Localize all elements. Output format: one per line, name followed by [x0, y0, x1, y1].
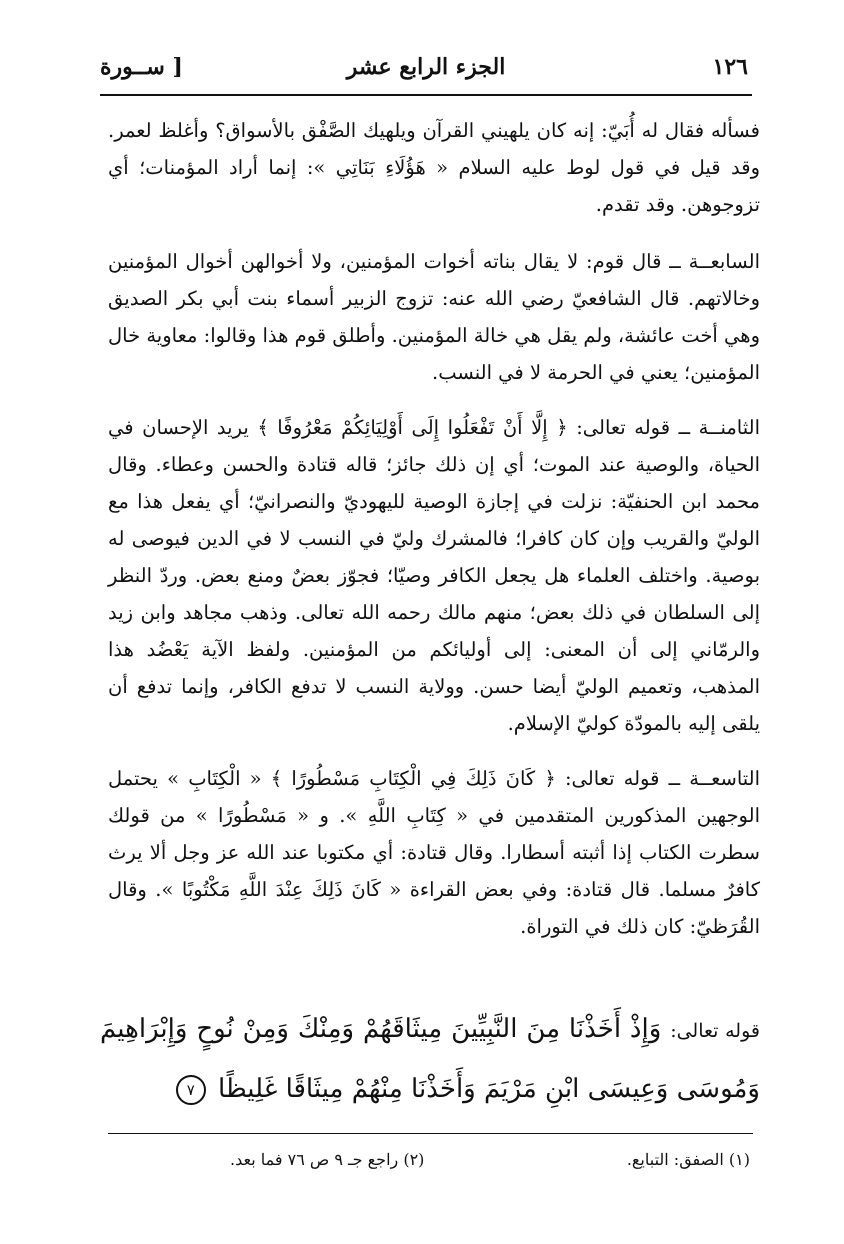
running-header — [100, 48, 752, 88]
surah-label: [ ســورة — [100, 54, 183, 80]
verse-number-marker: ٧ — [176, 1075, 206, 1105]
footnote-1: (١) الصفق: التبايع. — [626, 1150, 750, 1169]
verse-text: وَإِذْ أَخَذْنَا مِنَ النَّبِيِّينَ مِيثَاقَهُمْ وَمِنْكَ وَمِنْ نُوحٍ وَإِبْرَاهِيمَ وَمُوسَى وَعِيسَى ابْنِ مَرْيَمَ وَأَخَذْنَا مِنْهُمْ مِيثَاقًا غَلِيظًا — [100, 1014, 760, 1104]
footnote-2: (٢) راجع جـ ٩ ص ٧٦ فما بعد. — [230, 1150, 425, 1169]
paragraph-eighth: الثامنــة ــ قوله تعالى: ﴿ إِلَّا أَنْ تَفْعَلُوا إِلَى أَوْلِيَائِكُمْ مَعْرُوفًا ﴾ يريد الإحسان في الحياة، والوصية عند الموت؛ أي إن ذلك جائز؛ قاله قتادة والحسن وعطاء. وقال محمد ابن الحنفيّة: نزلت في إجازة الوصية لليهوديّ والنصرانيّ؛ أي يفعل هذا مع الوليّ والقريب وإن كان كافرا؛ فالمشرك وليّ في النسب لا في الدين فيوصى له بوصية. واختلف العلماء هل يجعل الكافر وصيّا؛ فجوّز بعضٌ ومنع بعض. وردّ النظر إلى السلطان في ذلك بعض؛ منهم مالك رحمه الله تعالى. وذهب مجاهد وابن زيد والرمّاني إلى أن المعنى: إلى أوليائكم من المؤمنين. ولفظ الآية يَعْضُد هذا المذهب، وتعميم الوليّ أيضا حسن. وولاية النسب لا تدفع الكافر، وإنما تدفع أن يلقى إليه بالمودّة كوليّ الإسلام. — [108, 416, 760, 735]
quran-verse — [100, 1000, 760, 1118]
commentary-body — [108, 112, 760, 963]
footnote-rule — [108, 1133, 753, 1134]
paragraph-continuation: فسأله فقال له أُبَيّ: إنه كان يلهيني القرآن ويلهيك الصَّفْق بالأسواق؟ وأغلظ لعمر. وقد قيل في قول لوط عليه السلام « هَؤُلَاءِ بَنَاتِي »: إنما أراد المؤمنات؛ أي تزوجوهن. وقد تقدم. — [108, 119, 760, 216]
paragraph-ninth: التاسعــة ــ قوله تعالى: ﴿ كَانَ ذَلِكَ فِي الْكِتَابِ مَسْطُورًا ﴾ « الْكِتَابِ » يحتمل الوجهين المذكورين المتقدمين في « كِتَابِ اللَّهِ ». و « مَسْطُورًا » من قولك سطرت الكتاب إذا أثبته أسطارا. وقال قتادة: أي مكتوبا عند الله عز وجل ألا يرث كافرٌ مسلما. قال قتادة: وفي بعض القراءة « كَانَ ذَلِكَ عِنْدَ اللَّهِ مَكْتُوبًا ». وقال القُرَظيّ: كان ذلك في التوراة. — [108, 767, 760, 938]
verse-intro: قوله تعالى: — [670, 1020, 760, 1042]
part-title: الجزء الرابع عشر — [346, 54, 506, 80]
paragraph-seventh: السابعــة ــ قال قوم: لا يقال بناته أخوات المؤمنين، ولا أخوالهن أخوال المؤمنين وخالاتهم. قال الشافعيّ رضي الله عنه: تزوج الزبير أسماء بنت أبي بكر الصديق وهي أخت عائشة، ولم يقل هي خالة المؤمنين. وأطلق قوم هذا وقالوا: معاوية خال المؤمنين؛ يعني في الحرمة لا في النسب. — [107, 250, 760, 384]
header-rule — [100, 94, 752, 96]
page-number: ١٢٦ — [712, 54, 748, 80]
